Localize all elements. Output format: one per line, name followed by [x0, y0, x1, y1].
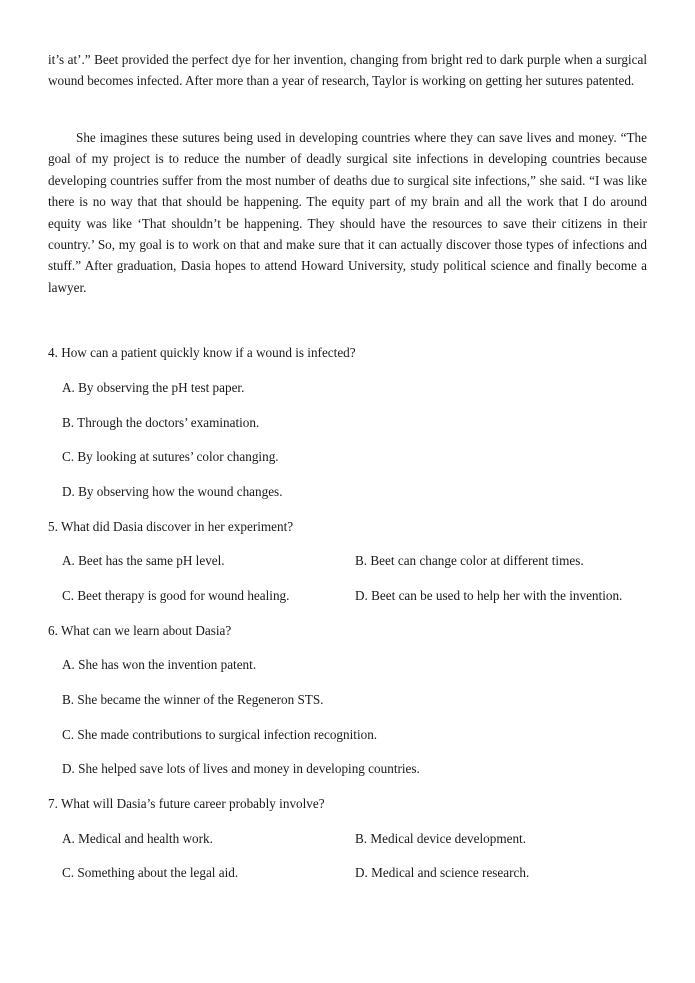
answer-option: B. Through the doctors’ examination. — [62, 415, 260, 430]
answer-option: A. Medical and health work. — [62, 831, 213, 846]
answer-option: D. By observing how the wound changes. — [62, 484, 283, 499]
answer-option: B. Beet can change color at different times. — [355, 553, 584, 568]
question-stem: 4. How can a patient quickly know if a wound is infected? — [48, 345, 356, 360]
answer-option: A. Beet has the same pH level. — [62, 553, 225, 568]
answer-option: B. She became the winner of the Regeneron STS. — [62, 692, 324, 707]
passage-paragraph: it’s at’.” Beet provided the perfect dye for her invention, changing from bright red to dark purple when a surgical wound becomes infected. After more than a year of research, Taylor is working on getting her sutures patented. — [48, 52, 647, 89]
answer-option: A. By observing the pH test paper. — [62, 380, 245, 395]
passage-paragraph: She imagines these sutures being used in developing countries where they can save lives and money. “The goal of my project is to reduce the number of deadly surgical site infections in developing countries because developing countries suffer from the most number of deaths due to surgical site infections,” she said. “I was like there is no way that that should be happening. The equity part of my brain and all the work that I do around equity was like ‘That shouldn’t be happening. They should have the resources to save their citizens in their country.’ So, my goal is to work on that and make sure that it can actually discover those types of infections and stuff.” After graduation, Dasia hopes to attend Howard University, study political science and finally become a lawyer. — [48, 130, 647, 295]
answer-option: D. She helped save lots of lives and money in developing countries. — [62, 761, 420, 776]
question-stem: 7. What will Dasia’s future career probably involve? — [48, 796, 325, 811]
answer-option: A. She has won the invention patent. — [62, 657, 257, 672]
answer-option: B. Medical device development. — [355, 831, 527, 846]
answer-option: D. Medical and science research. — [355, 865, 530, 880]
answer-option: C. Something about the legal aid. — [62, 865, 239, 880]
question-stem: 5. What did Dasia discover in her experiment? — [48, 519, 294, 534]
answer-option: C. Beet therapy is good for wound healing. — [62, 588, 290, 603]
answer-option: C. She made contributions to surgical infection recognition. — [62, 727, 378, 742]
answer-option: C. By looking at sutures’ color changing. — [62, 449, 279, 464]
question-stem: 6. What can we learn about Dasia? — [48, 623, 232, 638]
answer-option: D. Beet can be used to help her with the invention. — [355, 588, 623, 603]
